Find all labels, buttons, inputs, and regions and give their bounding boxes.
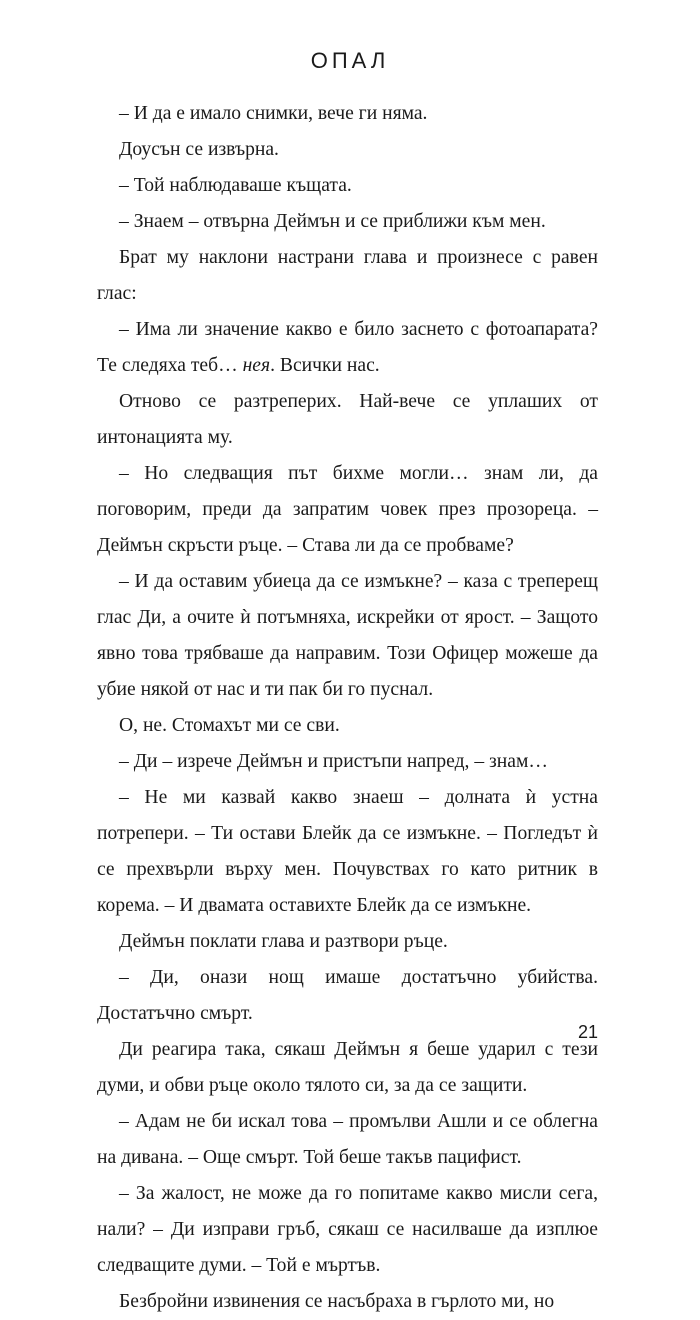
paragraph: – Знаем – отвърна Деймън и се приближи към мен. [119,211,546,232]
paragraph: Отново се разтреперих. Най-вече се уплаших от интонацията му. [97,391,598,448]
page-number: 21 [577,1022,598,1042]
paragraph: Доусън се извърна. [119,139,279,160]
paragraph: – Ди, онази нощ имаше достатъчно убийства. Достатъчно смърт. [97,967,598,1024]
paragraph: – За жалост, не може да го попитаме какво мисли сега, нали? – Ди изправи гръб, сякаш се насилваше да изплюе следващите думи. – Той е мъртъв. [97,1183,598,1276]
paragraph [97,312,598,384]
paragraph: Деймън поклати глава и разтвори ръце. [119,931,448,952]
paragraph-text-end: . Всички нас. [270,355,380,376]
paragraph: – И да оставим убиеца да се измъкне? – каза с треперещ глас Ди, а очите ѝ потъмняха, искрейки от ярост. – Защото явно това трябваше да направим. Този Офицер можеше да убие някой от нас и ти пак би го пуснал. [97,571,598,700]
paragraph: Безбройни извинения се насъбраха в гърлото ми, но [119,1291,555,1312]
paragraph: – Но следващия път бихме могли… знам ли, да поговорим, преди да запратим човек през прозореца. – Деймън скръсти ръце. – Става ли да се пробваме? [97,463,598,556]
paragraph: – Не ми казвай какво знаеш – долната ѝ устна потрепери. – Ти остави Блейк да се измъкне. – Погледът ѝ се прехвърли върху мен. Почувствах го като ритник в корема. – И двамата оставихте Блейк да се измъкне. [97,787,598,916]
paragraph: – И да е имало снимки, вече ги няма. [119,103,428,124]
paragraph: – Адам не би искал това – промълви Ашли и се облегна на дивана. – Още смърт. Той беше такъв пацифист. [97,1111,598,1168]
italic-word: нея [242,355,271,376]
paragraph: – Той наблюдаваше къщата. [119,175,352,196]
paragraph: – Ди – изрече Деймън и пристъпи напред, – знам… [119,751,548,772]
running-head-title: ОПАЛ [310,48,390,73]
paragraph: Брат му наклони настрани глава и произнесе с равен глас: [97,247,598,304]
paragraph: О, не. Стомахът ми се сви. [119,715,340,736]
paragraph: Ди реагира така, сякаш Деймън я беше ударил с тези думи, и обви ръце около тялото си, за да се защити. [97,1039,598,1096]
body-text [97,96,598,1320]
paragraph-text: – Има ли значение какво е било заснето с фотоапарата? Те следяха теб… [97,319,598,376]
